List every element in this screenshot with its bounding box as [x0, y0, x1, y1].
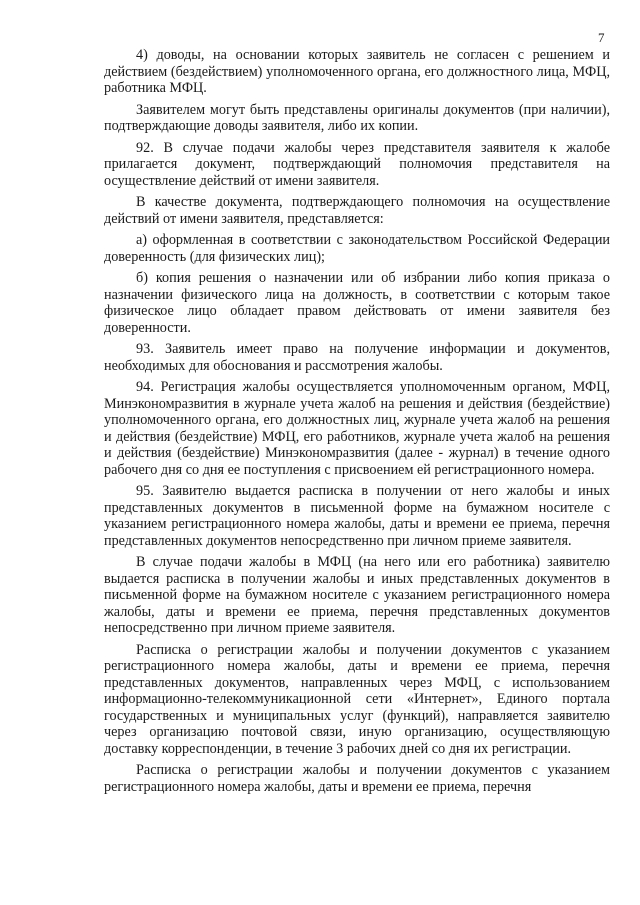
paragraph: 4) доводы, на основании которых заявитель не согласен с решением и действием (бездействием) уполномоченного органа, его должностного лица, МФЦ, работника МФЦ. [104, 47, 610, 96]
paragraph: 93. Заявитель имеет право на получение информации и документов, необходимых для обоснования и рассмотрения жалобы. [104, 341, 610, 374]
paragraph: В качестве документа, подтверждающего полномочия на осуществление действий от имени заявителя, представляется: [104, 194, 610, 227]
paragraph: 94. Регистрация жалобы осуществляется уполномоченным органом, МФЦ, Минэкономразвития в журнале учета жалоб на решения и действия (бездействие) уполномоченного органа, его должностных лиц, журнале учета жалоб на решения и действия (бездействие) МФЦ, его работников, журнале учета жалоб на решения и действия (бездействие) Минэкономразвития (далее - журнал) в течение одного рабочего дня со дня ее поступления с присвоением ей регистрационного номера. [104, 379, 610, 478]
paragraph: а) оформленная в соответствии с законодательством Российской Федерации доверенность (для физических лиц); [104, 232, 610, 265]
paragraph: Расписка о регистрации жалобы и получении документов с указанием регистрационного номера жалобы, даты и времени ее приема, перечня [104, 762, 610, 795]
paragraph: Расписка о регистрации жалобы и получении документов с указанием регистрационного номера жалобы, даты и времени ее приема, перечня представленных документов, направленных через МФЦ, с использованием информационно-телекоммуникационной сети «Интернет», Единого портала государственных и муниципальных услуг (функций), направляется заявителю через организацию почтовой связи, иную организацию, осуществляющую доставку корреспонденции, в течение 3 рабочих дней со дня их регистрации. [104, 641, 610, 757]
paragraph: Заявителем могут быть представлены оригиналы документов (при наличии), подтверждающие доводы заявителя, либо их копии. [104, 101, 610, 134]
paragraph: В случае подачи жалобы в МФЦ (на него или его работника) заявителю выдается расписка в получении жалобы и иных представленных документов в письменной форме на бумажном носителе с указанием регистрационного номера жалобы, даты и времени ее приема, перечня представленных документов непосредственно при личном приеме заявителя. [104, 554, 610, 636]
paragraph: б) копия решения о назначении или об избрании либо копия приказа о назначении физического лица на должность, в соответствии с которым такое физическое лицо обладает правом действовать от имени заявителя без доверенности. [104, 270, 610, 336]
document-body [104, 47, 610, 800]
page-number: 7 [598, 30, 605, 45]
paragraph: 92. В случае подачи жалобы через представителя заявителя к жалобе прилагается документ, подтверждающий полномочия представителя на осуществление действий от имени заявителя. [104, 139, 610, 189]
paragraph: 95. Заявителю выдается расписка в получении от него жалобы и иных представленных документов в письменной форме на бумажном носителе с указанием регистрационного номера жалобы, даты и времени ее приема, перечня представленных документов непосредственно при личном приеме заявителя. [104, 483, 610, 549]
